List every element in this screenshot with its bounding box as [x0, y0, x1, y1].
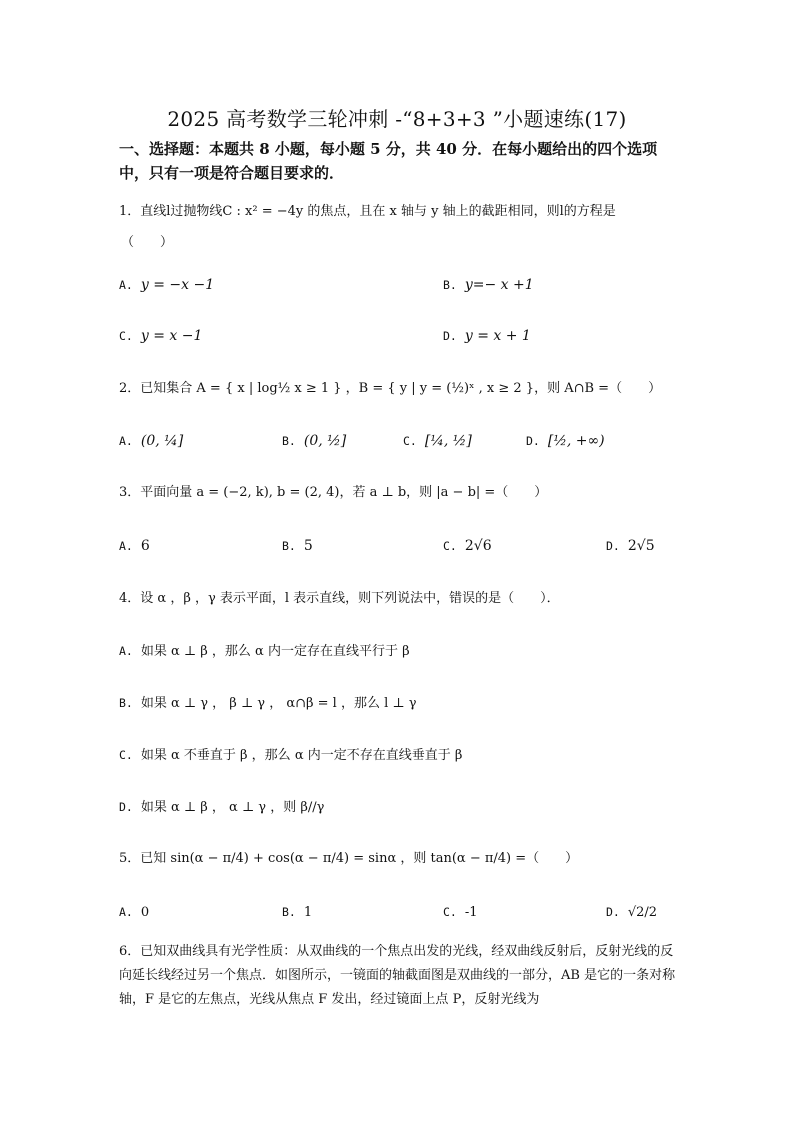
question-6-text: 6．已知双曲线具有光学性质：从双曲线的一个焦点出发的光线，经双曲线反射后，反射光线的反向延长线经过另一个焦点．如图所示，一镜面的轴截面图是双曲线的一部分，AB 是它的一条对称轴，F 是它的左焦点，光线从焦点 F 发出，经过镜面上点 P，反射光线为: [119, 944, 676, 1007]
q4-option-a: [119, 642, 410, 661]
option-label: B.: [282, 905, 296, 919]
q5-option-c: [443, 903, 478, 922]
option-text: 1: [303, 905, 313, 920]
option-label: D.: [119, 800, 133, 814]
option-label: A.: [119, 539, 133, 553]
q2-option-a: [119, 432, 183, 451]
option-label: A.: [119, 434, 133, 448]
option-text: [¼, ½]: [424, 433, 472, 449]
option-label: C.: [443, 905, 457, 919]
option-label: D.: [526, 434, 540, 448]
option-label: D.: [606, 905, 620, 919]
q1-option-c: [119, 327, 202, 346]
option-text: y = −x −1: [140, 277, 215, 293]
q3-option-c: [443, 537, 492, 556]
q1-option-b: [443, 276, 534, 295]
option-text: y = x + 1: [464, 328, 531, 344]
option-text: 如果 α ⊥ β ， α ⊥ γ ，则 β//γ: [140, 800, 325, 815]
question-1-paren: （ ）: [121, 235, 174, 250]
q5-option-d: [606, 903, 657, 922]
q2-option-d: [526, 432, 605, 451]
option-text: (0, ½]: [303, 433, 347, 449]
option-label: A.: [119, 278, 133, 292]
option-label: A.: [119, 905, 133, 919]
q5-option-a: [119, 903, 149, 922]
option-label: C.: [443, 539, 457, 553]
option-text: [½, +∞): [547, 433, 605, 449]
q3-option-b: [282, 537, 313, 556]
option-label: B.: [443, 278, 457, 292]
option-text: (0, ¼]: [140, 433, 184, 449]
question-5-text: 5．已知 sin(α − π/4) + cos(α − π/4) = sinα ，则 tan(α − π/4) =（ ）: [119, 851, 579, 866]
question-1-text: 1．直线l过抛物线C : x² = −4y 的焦点，且在 x 轴与 y 轴上的截距相同，则l的方程是: [119, 204, 616, 219]
option-label: B.: [119, 696, 133, 710]
option-label: C.: [119, 748, 133, 762]
q4-option-c: [119, 746, 462, 765]
option-text: y = x −1: [140, 328, 203, 344]
question-2-text: 2．已知集合 A = { x | log½ x ≥ 1 } ，B = { y | y = (½)ˣ , x ≥ 2 }，则 A∩B =（ ）: [119, 381, 662, 396]
option-label: A.: [119, 644, 133, 658]
q1-option-a: [119, 276, 214, 295]
q4-option-d: [119, 798, 324, 817]
option-label: C.: [403, 434, 417, 448]
option-label: B.: [282, 434, 296, 448]
option-text: 0: [140, 905, 150, 920]
option-text: y=− x +1: [464, 277, 534, 293]
option-text: 如果 α 不垂直于 β ，那么 α 内一定不存在直线垂直于 β: [140, 748, 463, 763]
question-4-text: 4．设 α ，β ，γ 表示平面，l 表示直线，则下列说法中，错误的是（ ）．: [119, 591, 560, 606]
q4-option-b: [119, 694, 417, 713]
option-label: D.: [606, 539, 620, 553]
option-label: C.: [119, 329, 133, 343]
q5-option-b: [282, 903, 312, 922]
q3-option-a: [119, 537, 150, 556]
q3-option-d: [606, 537, 655, 556]
q2-option-b: [282, 432, 346, 451]
option-text: 5: [303, 538, 313, 554]
q2-option-c: [403, 432, 472, 451]
option-text: 2√6: [464, 538, 492, 554]
option-text: 2√5: [627, 538, 655, 554]
page-title: 2025 高考数学三轮冲刺 -“8+3+3 ”小题速练(17): [167, 107, 627, 131]
question-3-text: 3．平面向量 a = (−2, k), b = (2, 4)，若 a ⊥ b，则 |a − b| =（ ）: [119, 485, 548, 500]
section-header: 一、选择题：本题共 8 小题，每小题 5 分，共 40 分．在每小题给出的四个选项中，只有一项是符合题目要求的．: [119, 140, 658, 182]
option-text: 如果 α ⊥ β ，那么 α 内一定存在直线平行于 β: [140, 644, 410, 659]
option-text: 如果 α ⊥ γ ， β ⊥ γ ， α∩β = l ，那么 l ⊥ γ: [140, 696, 417, 711]
option-text: √2/2: [627, 905, 658, 920]
option-label: D.: [443, 329, 457, 343]
option-label: B.: [282, 539, 296, 553]
option-text: -1: [464, 905, 478, 920]
option-text: 6: [140, 538, 150, 554]
q1-option-d: [443, 327, 531, 346]
